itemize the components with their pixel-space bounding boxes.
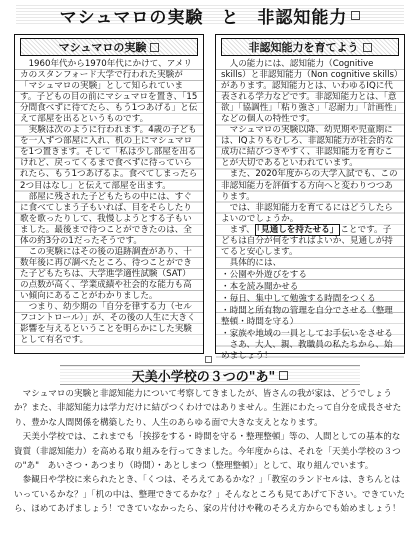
- right-heading-text: 非認知能力を育てよう: [248, 41, 359, 54]
- steps-intro-post: ことです。子どもは自分が何をすればよいか、見通しが持てると安心します。: [221, 224, 393, 257]
- left-column-heading: [20, 38, 198, 56]
- left-paragraph: 部屋に残された子どもたちの中には、すぐに食べてしまう子もいれば、目をそらしたり歌を歌ったりして、我慢しようとする子もいました。最後まで待つことができたのは、全体の約3分の1だったそうです。: [20, 191, 192, 246]
- anchor-marker-icon: [363, 43, 372, 52]
- right-list-label: 具体的には、: [229, 257, 282, 268]
- bottom-section-body: [14, 387, 406, 537]
- left-column-body: [15, 59, 203, 346]
- right-column: [215, 34, 405, 362]
- right-list-item: ・公園や外遊びをする: [221, 269, 307, 280]
- right-steps-intro: [221, 225, 399, 258]
- left-heading-text: マシュマロの実験: [58, 41, 147, 54]
- right-column-body: [216, 59, 404, 362]
- anchor-marker-icon: [205, 356, 212, 363]
- left-paragraph: この実験にはその後の追跡調査があり、十数年後に再び調べたところ、待つことができた子どもたちは、大学進学適性試験（SAT）の点数が高く、学業成績や社会的な能力も高い傾向にあることがわかりました。: [20, 246, 192, 301]
- left-column: [14, 34, 204, 354]
- bottom-heading-text: 天美小学校の３つの"あ": [131, 369, 276, 385]
- right-column-heading: [221, 38, 399, 56]
- page-title-text: マシュマロの実験 と 非認知能力: [59, 7, 348, 28]
- page-title: [16, 4, 404, 26]
- anchor-marker-icon: [351, 11, 360, 20]
- steps-intro-highlight: 「見通しを持たせる」: [256, 224, 339, 235]
- left-paragraph: つまり、幼少期の「自分を律する力（セルフコントロール）」が、その後の人生に大きく影響を与えるということを明らかにした実験として有名です。: [20, 302, 196, 346]
- right-paragraph: マシュマロの実験以降、幼児期や児童期には、IQよりもむしろ、非認知能力が社会的な成功に結びつきやすく、非認知能力を育むことが大切であるといわれています。: [221, 125, 394, 169]
- right-paragraph: では、非認知能力を育てるにはどうしたらよいのでしょうか。: [221, 202, 393, 224]
- left-paragraph: 実験は次のように行われます。4歳の子どもを一人ずつ部屋に入れ、机の上にマシュマロを1つ置きます。そして「私は少し部屋を出るけれど、戻ってくるまで食べずに待っていられたら、もう1つあげるよ。食べてしまったら2つ目はなし」と伝えて部屋を出ます。: [20, 125, 198, 191]
- anchor-marker-icon: [279, 371, 288, 380]
- left-paragraph: 1960年代から1970年代にかけて、アメリカのスタンフォード大学で行われた実験が「マシュマロの実験」として知られています。子どもの目の前にマシュマロを置き、「15分間食べずに待てたら、もう1つあげる」と伝えて部屋を出るというものです。: [20, 59, 198, 125]
- right-list-item: ・毎日、集中して勉強する時間をつくる: [221, 293, 376, 304]
- bottom-paragraph: 参観日や学校に来られたとき、「くつは、そろえてあるかな？」「教室のランドセルは、きちんとはいっているかな？」「机の中は、整理できてるかな？」そんなところも見てあげて下さい。できていたら、ほめてあげましょう！できていなかったら、家の片付けや靴のそろえ方からでも始めましょう！: [14, 475, 406, 515]
- right-list-item: ・本を読み聞かせる: [221, 281, 299, 292]
- right-paragraph: また、2020年度からの大学入試でも、この非認知能力を評価する方向へと変わりつつあります。: [221, 169, 398, 202]
- bottom-heading: [60, 365, 360, 385]
- bottom-paragraph: 天美小学校では、これまでも「挨拶をする・時間を守る・整理整頓」等の、人間としての基本的な資質（非認知能力）を高める取り組みを行ってきました。今年度からは、それを「天美小学校の３つの"あ" あいさつ・あつまり（時間）・あとしまつ（整理整頓）」として、取り組んでいます。: [14, 432, 401, 472]
- right-closing: さあ、大人、親、教職員の私たちから、始めましょう！: [221, 340, 393, 362]
- right-list-item: ・家族や地域の一員としてお手伝いをさせる: [221, 329, 393, 340]
- bottom-paragraph: マシュマロの実験と非認知能力について考察してきましたが、皆さんの我が家は、どうでしょうか？また、非認知能力は学力だけに結びつくわけではありません。生涯にわたって自分を成長させたり、豊かな人間関係を構築したり、人生のあらゆる面で大きな支えとなります。: [14, 389, 402, 428]
- steps-intro-pre: まず、: [229, 224, 255, 235]
- right-list-item: ・時間と所有物の管理を自分でさせる（整理整頓・時間を守る）: [221, 306, 393, 328]
- anchor-marker-icon: [150, 43, 159, 52]
- right-paragraph: 人の能力には、認知能力（Cognitive skills）と非認知能力（Non cognitive skills）があります。認知能力とは、いわゆるIQに代表される学力などです。非認知能力とは、「意欲」「協調性」「粘り強さ」「忍耐力」「計画性」などの個人の特性です。: [221, 59, 399, 125]
